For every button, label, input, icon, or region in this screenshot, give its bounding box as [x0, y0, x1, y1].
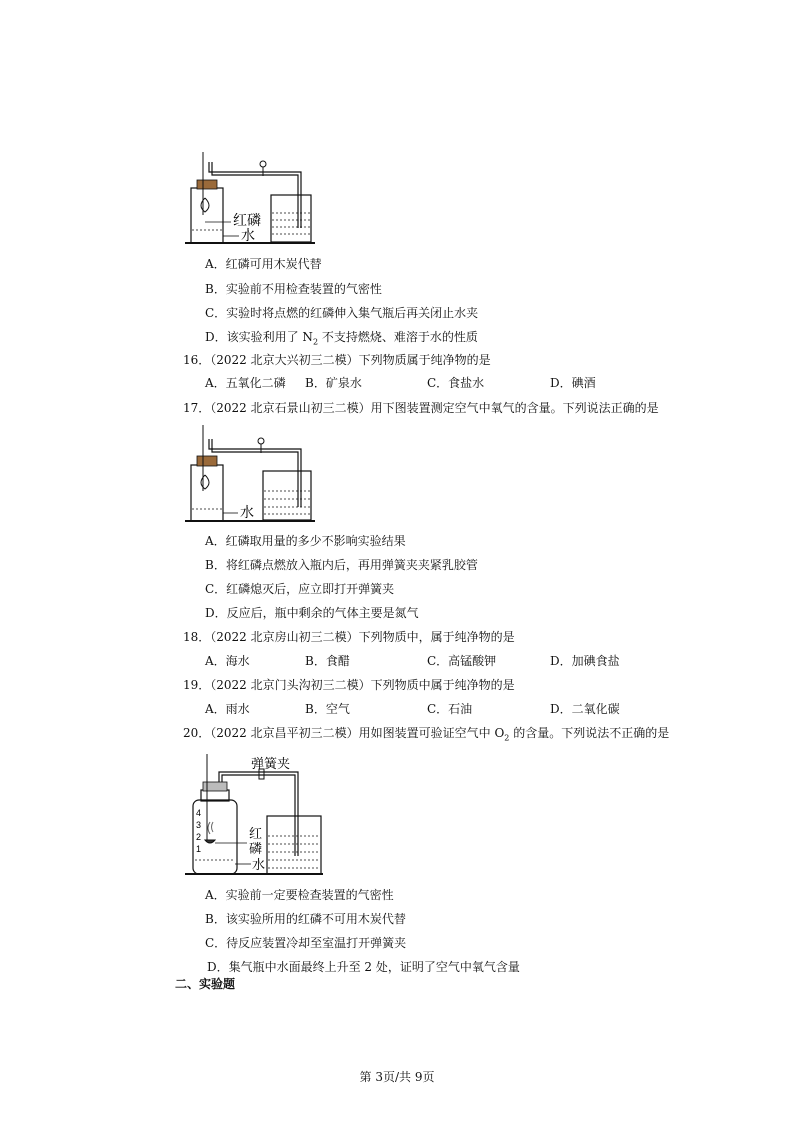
clamp-icon [260, 161, 266, 167]
q17-option-c: C．红磷熄灭后，应立即打开弹簧夹 [205, 582, 395, 596]
flame-icon [201, 475, 209, 489]
mark-4: 4 [196, 808, 202, 818]
q16-option-c: C．食盐水 [427, 376, 485, 390]
q17-stem: 17．（2022 北京石景山初三二模）用下图装置测定空气中氧气的含量。下列说法正确的是 [183, 401, 659, 415]
figure-apparatus-1 [183, 150, 318, 250]
q16-option-a: A．五氧化二磷 [205, 376, 286, 390]
q18-stem: 18．（2022 北京房山初三二模）下列物质中，属于纯净物的是 [183, 630, 515, 644]
q19-option-a: A．雨水 [205, 702, 250, 716]
q19-option-b: B．空气 [305, 702, 350, 716]
combustion-spoon-icon [205, 840, 215, 843]
bottle-neck [201, 790, 229, 801]
q20-stem-sub: 2 [504, 733, 510, 743]
label-water: 水 [252, 857, 266, 872]
page-footer: 第 3页/共 9页 [359, 1070, 435, 1084]
q15-option-b: B．实验前不用检查装置的气密性 [205, 282, 382, 296]
q17-option-a: A．红磷取用量的多少不影响实验结果 [205, 534, 406, 548]
beaker [271, 195, 311, 242]
q19-option-c: C．石油 [427, 702, 473, 716]
figure-apparatus-2 [183, 423, 318, 525]
q16-option-d: D．碘酒 [550, 376, 596, 390]
q18-option-a: A．海水 [205, 654, 250, 668]
flame-icon [201, 198, 209, 212]
beaker [267, 816, 321, 874]
q17-option-d: D．反应后，瓶中剩余的气体主要是氮气 [205, 606, 419, 620]
q15-option-c: C．实验时将点燃的红磷伸入集气瓶后再关闭止水夹 [205, 306, 479, 320]
q15-option-d [205, 329, 478, 350]
label-spring-clamp: 弹簧夹 [251, 756, 291, 771]
stopper [197, 180, 217, 189]
q15-option-a: A．红磷可用木炭代替 [205, 257, 322, 271]
mark-1: 1 [196, 844, 202, 854]
q20-stem-prefix: 20．（2022 北京昌平初三二模）用如图装置可验证空气中 O [183, 726, 505, 740]
q20-option-c: C．待反应装置冷却至室温打开弹簧夹 [205, 936, 407, 950]
q16-stem: 16．（2022 北京大兴初三二模）下列物质属于纯净物的是 [183, 353, 491, 367]
section-title: 二、实验题 [175, 977, 236, 991]
q15-d-suffix: 不支持燃烧、难溶于水的性质 [318, 330, 478, 344]
q16-option-b: B．矿泉水 [305, 376, 362, 390]
q19-option-d: D．二氧化碳 [550, 702, 620, 716]
figure-apparatus-3 [183, 752, 328, 880]
q15-d-prefix: D．该实验利用了 N [205, 330, 313, 344]
q20-option-b: B．该实验所用的红磷不可用木炭代替 [205, 912, 406, 926]
bottle-water [192, 230, 222, 242]
q15-d-sub: 2 [312, 337, 319, 347]
q20-stem-suffix: 的含量。下列说法不正确的是 [509, 726, 670, 740]
mark-2: 2 [196, 832, 202, 842]
label-red: 红 [249, 826, 263, 841]
q20-option-d: D．集气瓶中水面最终上升至 2 处，证明了空气中氧气含量 [207, 960, 520, 974]
label-water: 水 [241, 227, 255, 243]
q20-option-a: A．实验前一定要检查装置的气密性 [205, 888, 394, 902]
q18-option-c: C．高锰酸钾 [427, 654, 497, 668]
q19-stem: 19．（2022 北京门头沟初三二模）下列物质中属于纯净物的是 [183, 678, 515, 692]
label-red-phosphorus: 红磷 [233, 212, 261, 228]
q18-option-d: D．加碘食盐 [550, 654, 620, 668]
q17-option-b: B．将红磷点燃放入瓶内后，再用弹簧夹夹紧乳胶管 [205, 558, 478, 572]
label-phosphorus: 磷 [249, 841, 263, 856]
flame-icon [208, 822, 213, 834]
q20-stem [183, 725, 669, 746]
label-water: 水 [240, 504, 254, 520]
clamp-icon [258, 438, 264, 444]
q18-option-b: B．食醋 [305, 654, 350, 668]
mark-3: 3 [196, 820, 202, 830]
